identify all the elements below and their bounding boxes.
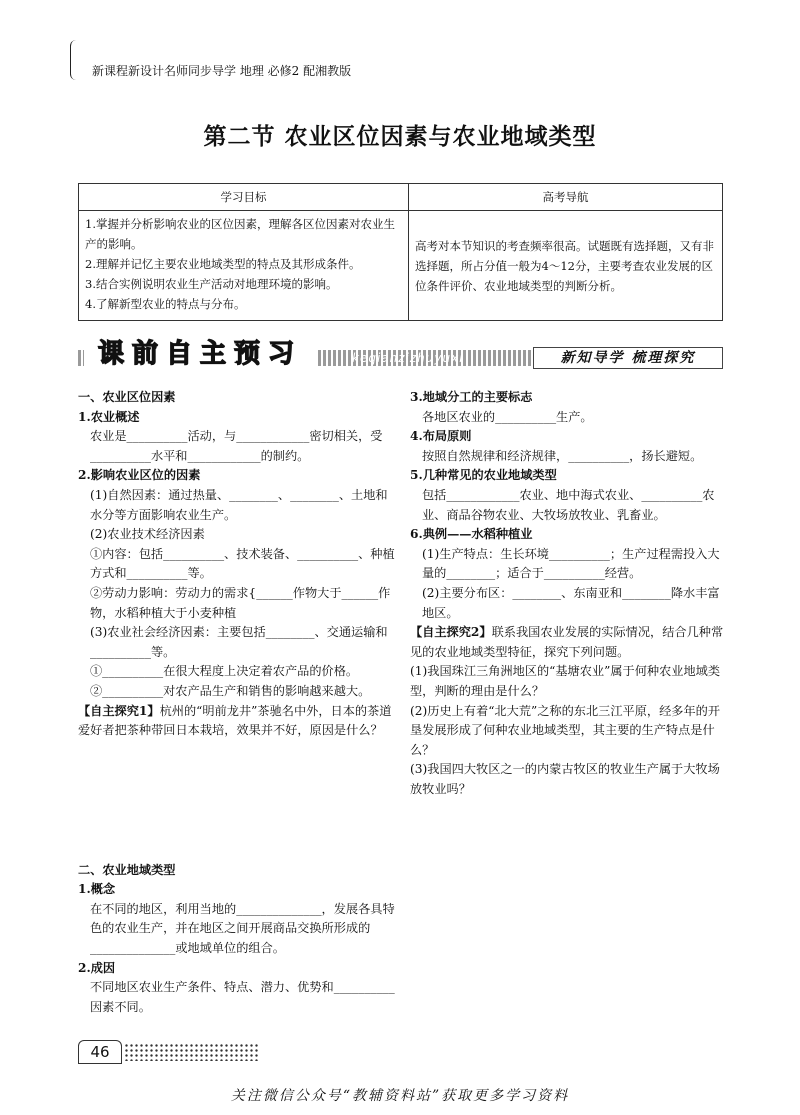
subheading: 3.地域分工的主要标志	[410, 390, 533, 404]
heading: 二、农业地域类型	[78, 862, 176, 877]
section-title: 第二节 农业区位因素与农业地域类型	[203, 123, 597, 150]
objectives-table	[78, 183, 723, 321]
explore-text: 杭州的“明前龙井”茶驰名中外，日本的茶道爱好者把茶种带回日本栽培，效果并不好，原因是什么？	[78, 703, 392, 738]
paragraph: ①内容：包括__________、技术装备、__________、种植方式和__________等。	[90, 546, 395, 581]
explore-tag: 【自主探究1】	[78, 703, 160, 718]
subheading: 1.概念	[78, 882, 116, 897]
paragraph: 不同地区农业生产条件、特点、潜力、优势和__________因素不同。	[90, 980, 395, 1014]
nav-cell	[409, 211, 723, 321]
heading: 一、农业区位因素	[78, 390, 176, 404]
goal-item: 1.掌握并分析影响农业的区位因素，理解各区位因素对农业生产的影响。	[85, 217, 395, 251]
paragraph: (3)农业社会经济因素：主要包括________、交通运输和__________等。	[90, 625, 388, 659]
goal-item: 4.了解新型农业的特点与分布。	[85, 297, 246, 311]
goal-item: 2.理解并记忆主要农业地域类型的特点及其形成条件。	[85, 257, 361, 271]
question: (3)我国四大牧区之一的内蒙古牧区的牧业生产属于大牧场放牧业吗？	[410, 762, 720, 796]
question: (1)我国珠江三角洲地区的“基塘农业”属于何种农业地域类型，判断的理由是什么？	[410, 664, 721, 698]
subheading: 2.成因	[78, 960, 116, 975]
paragraph: 农业是__________活动，与____________密切相关，受__________水平和____________的制约。	[90, 429, 383, 463]
explore-text: 联系我国农业发展的实际情况，结合几种常见的农业地域类型特征，探究下列问题。	[410, 625, 724, 659]
paragraph: (2)主要分布区：________、东南亚和________降水丰富地区。	[422, 585, 720, 620]
goals-cell	[79, 211, 409, 321]
subheading: 4.布局原则	[410, 429, 472, 444]
band-pinyin: keqianzizhuyuxi	[352, 351, 464, 365]
goals-header: 学习目标	[79, 184, 409, 211]
paragraph: ②__________对农产品生产和销售的影响越来越大。	[90, 683, 371, 698]
right-column	[410, 388, 730, 799]
footer-note: 关注微信公众号“教辅资料站”获取更多学习资料	[230, 1088, 570, 1104]
band-title: 课前自主预习	[84, 334, 316, 374]
explore-tag: 【自主探究2】	[410, 625, 492, 640]
nav-header: 高考导航	[409, 184, 723, 211]
paragraph: ①__________在很大程度上决定着农产品的价格。	[90, 664, 359, 679]
goal-item: 3.结合实例说明农业生产活动对地理环境的影响。	[85, 277, 338, 291]
nav-text: 高考对本节知识的考查频率很高。试题既有选择题，又有非选择题，所占分值一般为4～12分，主要考查农业发展的区位条件评价、农业地域类型的判断分析。	[415, 238, 714, 293]
subheading: 6.典例——水稻种植业	[410, 527, 533, 542]
question: (2)历史上有着“北大荒”之称的东北三江平原，经多年的开垦发展形成了何种农业地域类型，其主要的生产特点是什么？	[410, 703, 721, 757]
subheading: 2.影响农业区位的因素	[78, 468, 201, 483]
page-number: 46	[78, 1040, 122, 1064]
left-column	[78, 388, 398, 1017]
answer-space	[78, 741, 398, 861]
page-dots	[124, 1043, 258, 1061]
explore-2	[410, 623, 730, 662]
paragraph: (1)自然因素：通过热量、________、________、土地和水分等方面影响农业生产。	[90, 487, 388, 522]
paragraph: 各地区农业的__________生产。	[422, 409, 593, 424]
paragraph: (1)生产特点：生长环境__________；生产过程需投入大量的________；适合于__________经营。	[422, 546, 720, 581]
subheading: 1.农业概述	[78, 409, 140, 424]
paragraph: 在不同的地区，利用当地的______________，发展各具特色的农业生产，并在地区之间开展商品交换所形成的______________或地域单位的组合。	[90, 901, 395, 956]
band-tag: 新知导学 梳理探究	[533, 347, 723, 369]
paragraph: ②劳动力影响：劳动力的需求{______作物大于______作物，水稻种植大于小麦种植	[90, 585, 391, 620]
paragraph: 按照自然规律和经济规律，__________，扬长避短。	[422, 448, 703, 463]
running-header: 新课程新设计名师同步导学 地理 必修2 配湘教版	[92, 64, 352, 78]
explore-1	[78, 702, 398, 741]
paragraph: (2)农业技术经济因素	[90, 527, 205, 542]
paragraph: 包括____________农业、地中海式农业、__________农业、商品谷物农业、大牧场放牧业、乳畜业。	[422, 487, 715, 522]
subheading: 5.几种常见的农业地域类型	[410, 468, 557, 483]
header-bracket	[70, 40, 78, 80]
